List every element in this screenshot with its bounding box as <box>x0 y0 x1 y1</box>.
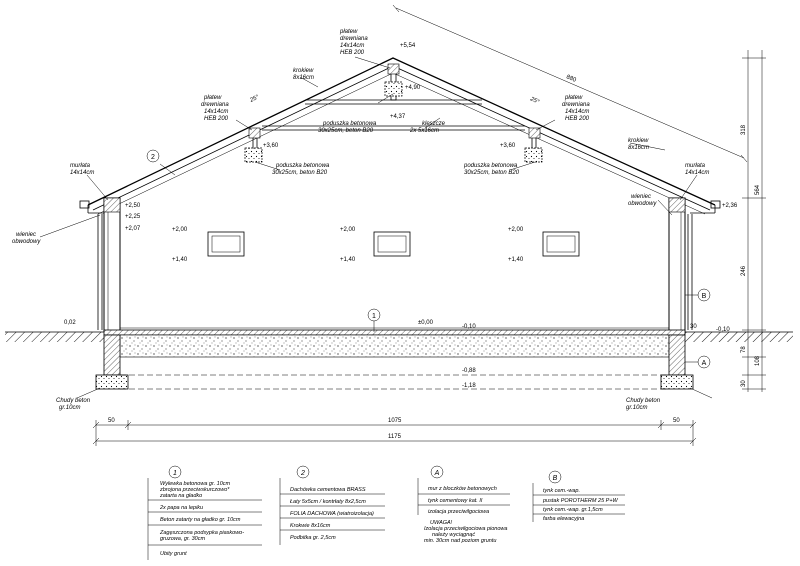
level-140-1: +1,40 <box>172 257 188 263</box>
dim-108: 108 <box>755 355 761 366</box>
murlata-left-label: murłata 14x14cm <box>70 163 95 176</box>
angle-left-label: 25° <box>249 94 261 104</box>
krokiew-left-label: krokiew 8x16cm <box>293 68 315 81</box>
marker-1: 1 <box>372 313 376 320</box>
level-200-3: +2,00 <box>508 227 524 233</box>
level-140-3: +1,40 <box>508 257 524 263</box>
legend-1-row-5: Ubity grunt <box>160 551 187 557</box>
level-002: 0,02 <box>64 320 76 326</box>
legend-B-row-3: tynk cem.-wap. gr.1,5cm <box>543 507 603 513</box>
level-360-left: +3,60 <box>263 143 279 149</box>
level-140-2: +1,40 <box>340 257 356 263</box>
legend-2-row-5: Podbitka gr. 2,5cm <box>290 535 336 541</box>
dim-564: 564 <box>755 184 761 195</box>
legend-1-marker: 1 <box>173 470 177 477</box>
walls <box>80 198 720 333</box>
roof <box>88 58 715 214</box>
legend-B-row-1: tynk cem.-wap. <box>543 488 580 494</box>
level-225: +2,25 <box>125 214 141 220</box>
windows <box>208 232 579 256</box>
legend-2-row-1: Dachówka cementowa BRASS <box>290 487 366 493</box>
angle-right-label: 25° <box>529 96 540 106</box>
level-m010: -0,10 <box>462 324 476 330</box>
level-207: +2,07 <box>125 226 141 232</box>
foundation <box>5 328 793 389</box>
level-200-2: +2,00 <box>340 227 356 233</box>
poduszka-left-label: poduszka betonowa 30x25cm, beton B20 <box>272 163 330 176</box>
level-ridge: +5,54 <box>400 43 416 49</box>
level-437: +4,37 <box>390 114 406 120</box>
chudy-right-label: Chudy beton gr.10cm <box>626 398 661 411</box>
platew-left-label: płatew drewniana 14x14cm HEB 200 <box>201 95 229 122</box>
legend-B-row-2: pustak POROTHERM 25 P+W <box>543 498 618 504</box>
level-250: +2,50 <box>125 203 141 209</box>
marker-B: B <box>701 293 707 300</box>
marker-2: 2 <box>151 154 155 161</box>
legend-A-row-1: mur z bloczków betonowych <box>428 486 497 492</box>
legend-A-row-2: tynk cementowy kat. II <box>428 498 483 504</box>
murlata-right-label: murłata 14x14cm <box>685 163 710 176</box>
dim-30: 30 <box>741 380 747 387</box>
wieniec-right-label: wieniec obwodowy <box>628 194 657 207</box>
legend <box>148 466 625 560</box>
dim-78: 78 <box>741 346 747 353</box>
dim-slope: 880 <box>565 74 577 84</box>
krokiew-right-label: krokiew 8x16cm <box>628 138 650 151</box>
kleszcze-label: kleszcze 2x 5x16cm <box>410 121 446 134</box>
dim-50-right: 50 <box>673 418 680 424</box>
platew-top-label: płatew drewniana 14x14cm HEB 200 <box>340 29 368 56</box>
dim-246: 246 <box>741 265 747 276</box>
chudy-left-label: Chudy beton gr.10cm <box>56 398 91 411</box>
level-360-right: +3,60 <box>500 143 516 149</box>
legend-1-row-2: 2x papa na lepiku <box>160 505 204 511</box>
legend-B-marker: B <box>552 475 558 482</box>
platew-right-label: płatew drewniana 14x14cm HEB 200 <box>562 95 590 122</box>
legend-1-row-1: Wylewka betonowa gr. 10cm zbrojona przeciwskurczowo* zatarta na gładko <box>160 481 231 499</box>
wieniec-left-label: wieniec obwodowy <box>12 232 41 245</box>
legend-B-row-4: farba elewacyjna <box>543 516 585 522</box>
legend-2-row-3: FOLIA DACHOWA (wiatroizolacja) <box>290 511 374 517</box>
dim-1175: 1175 <box>388 434 401 440</box>
legend-2-row-4: Krokwie 8x16cm <box>290 523 331 529</box>
legend-1-row-3: Beton zatarty na gładko gr. 10cm <box>160 517 241 523</box>
legend-A-row-3: izolacja przeciwilgociowa <box>428 509 490 515</box>
dim-50-left: 50 <box>108 418 115 424</box>
level-m010-right: -0,10 <box>716 327 730 333</box>
legend-2-row-2: Łaty 5x5cm / kontrłaty 8x2,5cm <box>290 499 366 505</box>
level-200-1: +2,00 <box>172 227 188 233</box>
level-000: ±0,00 <box>418 320 433 326</box>
legend-1-row-4: Zagęszczona podsypka piaskowo- gruzowa, gr. 30cm <box>160 530 245 542</box>
legend-2-marker: 2 <box>301 470 305 477</box>
marker-A: A <box>701 360 707 367</box>
level-490: +4,90 <box>405 85 421 91</box>
level-m088: -0,88 <box>462 368 476 374</box>
level-236: +2,36 <box>722 203 738 209</box>
dim-318: 318 <box>741 124 747 135</box>
poduszka-right-label: poduszka betonowa 30x25cm, beton B20 <box>464 163 520 176</box>
legend-A-note: UWAGA! Izolacja przeciwilgociowa pionowa należy wyciągnąć min. 30cm nad poziom gruntu <box>424 520 508 544</box>
poduszka-center-label: poduszka betonowa 30x25cm, beton B20 <box>318 121 377 134</box>
dim-1075: 1075 <box>388 418 402 424</box>
legend-A-marker: A <box>434 470 440 477</box>
level-m118: -1,18 <box>462 383 476 389</box>
level-30: 30 <box>690 324 697 330</box>
